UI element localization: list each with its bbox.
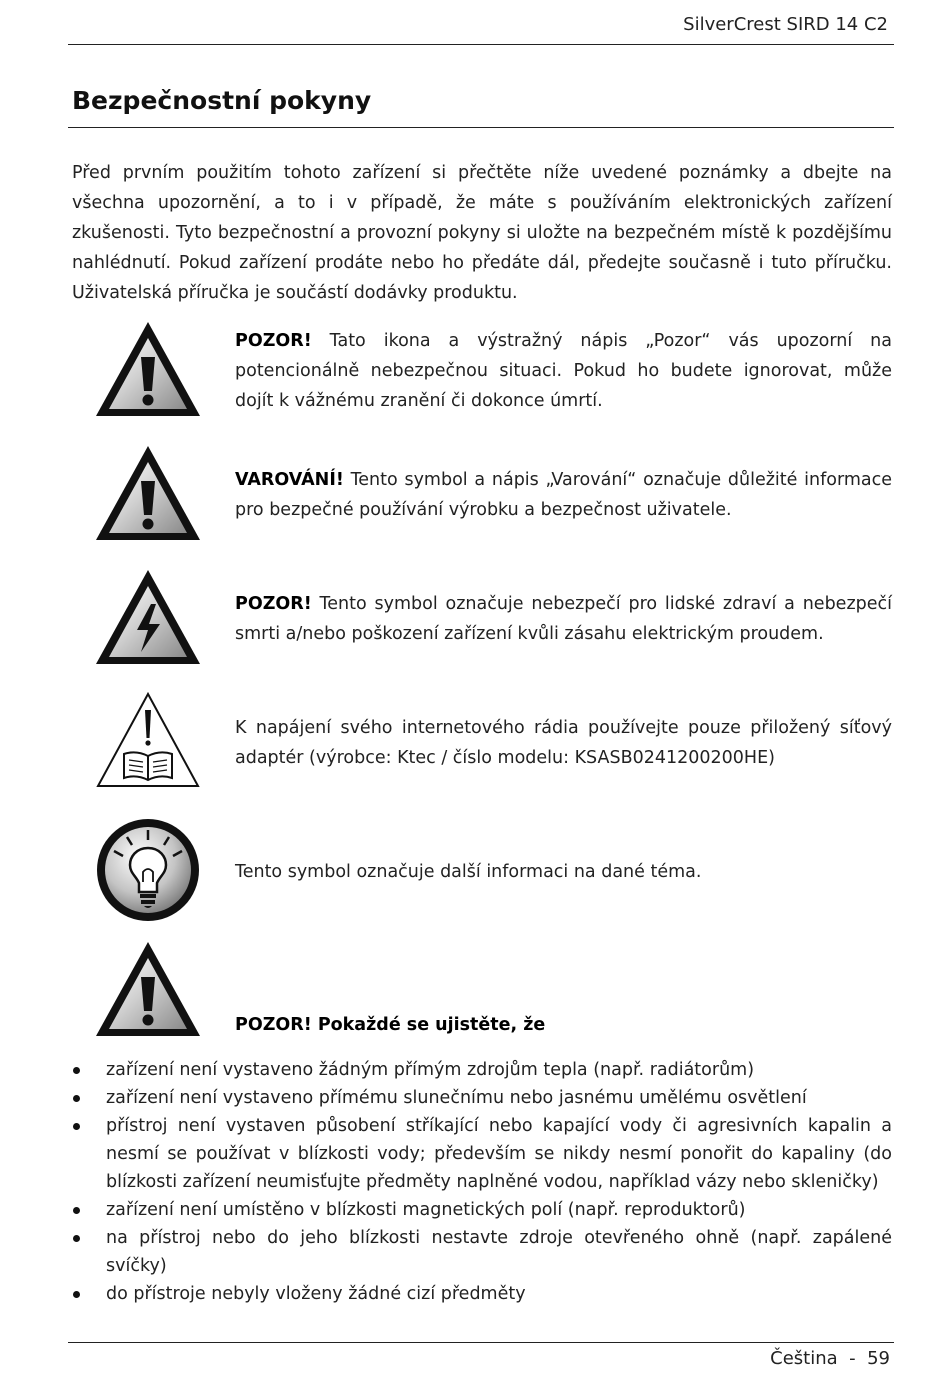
- list-item: zařízení není umístěno v blízkosti magnetických polí (např. reproduktorů): [72, 1196, 892, 1224]
- notice-lead: POZOR!: [235, 594, 312, 614]
- warning-exclamation-icon: [94, 442, 202, 550]
- notice-text: [235, 326, 892, 416]
- light-bulb-info-icon: [94, 814, 202, 922]
- notice-body: Tento symbol označuje nebezpečí pro lidské zdraví a nebezpečí smrti a/nebo poškození zařízení kvůli zásahu elektrickým proudem.: [235, 594, 892, 644]
- notice-lead: VAROVÁNÍ!: [235, 470, 344, 490]
- warning-exclamation-icon: [94, 318, 202, 426]
- notice-body: Tento symbol a nápis „Varování“ označuje důležité informace pro bezpečné používání výrobku a bezpečnost uživatele.: [235, 470, 892, 520]
- notice-text: [235, 1010, 892, 1040]
- footer-language: Čeština: [770, 1348, 838, 1369]
- list-item: přístroj není vystaven působení stříkající nebo kapající vody či agresivních kapalin a nesmí se používat v blízkosti vody; především se nikdy nesmí ponořit do kapaliny (do blízkosti zařízení neumisťujte předměty naplněné vodou, například vázy nebo skleničky): [72, 1112, 892, 1196]
- notice-text: [235, 713, 892, 773]
- warning-exclamation-icon: [94, 938, 202, 1046]
- header-product-name: SilverCrest SIRD 14 C2: [683, 14, 888, 35]
- list-item: na přístroj nebo do jeho blízkosti nestavte zdroje otevřeného ohně (např. zapálené svíčky): [72, 1224, 892, 1280]
- page-footer: [770, 1348, 890, 1369]
- read-manual-warning-icon: [94, 690, 202, 798]
- notice-body: Tento symbol označuje další informaci na dané téma.: [235, 862, 702, 882]
- section-title: Bezpečnostní pokyny: [72, 86, 372, 115]
- list-item: zařízení není vystaveno žádným přímým zdrojům tepla (např. radiátorům): [72, 1056, 892, 1084]
- footer-separator: -: [849, 1348, 856, 1369]
- safety-checklist: [72, 1056, 892, 1308]
- title-rule: [68, 127, 894, 128]
- header-rule: [68, 44, 894, 45]
- notice-lead: POZOR! Pokaždé se ujistěte, že: [235, 1015, 546, 1035]
- notice-lead: POZOR!: [235, 331, 312, 351]
- notice-text: [235, 857, 892, 887]
- page-number: 59: [867, 1348, 890, 1369]
- notice-body: K napájení svého internetového rádia používejte pouze přiložený síťový adaptér (výrobce: Ktec / číslo modelu: KSASB0241200200HE): [235, 718, 892, 768]
- list-item: zařízení není vystaveno přímému slunečnímu nebo jasnému umělému osvětlení: [72, 1084, 892, 1112]
- footer-rule: [68, 1342, 894, 1343]
- notice-text: [235, 465, 892, 525]
- list-item: do přístroje nebyly vloženy žádné cizí předměty: [72, 1280, 892, 1308]
- electric-hazard-icon: [94, 566, 202, 674]
- notice-body: Tato ikona a výstražný nápis „Pozor“ vás upozorní na potencionálně nebezpečnou situaci. Pokud ho budete ignorovat, může dojít k vážnému zranění či dokonce úmrtí.: [235, 331, 892, 411]
- notice-text: [235, 589, 892, 649]
- intro-paragraph: Před prvním použitím tohoto zařízení si přečtěte níže uvedené poznámky a dbejte na všechna upozornění, a to i v případě, že máte s používáním elektronických zařízení zkušenosti. Tyto bezpečnostní a provozní pokyny si uložte na bezpečném místě k pozdějšímu nahlédnutí. Pokud zařízení prodáte nebo ho předáte dál, předejte současně i tuto příručku. Uživatelská příručka je součástí dodávky produktu.: [72, 163, 892, 303]
